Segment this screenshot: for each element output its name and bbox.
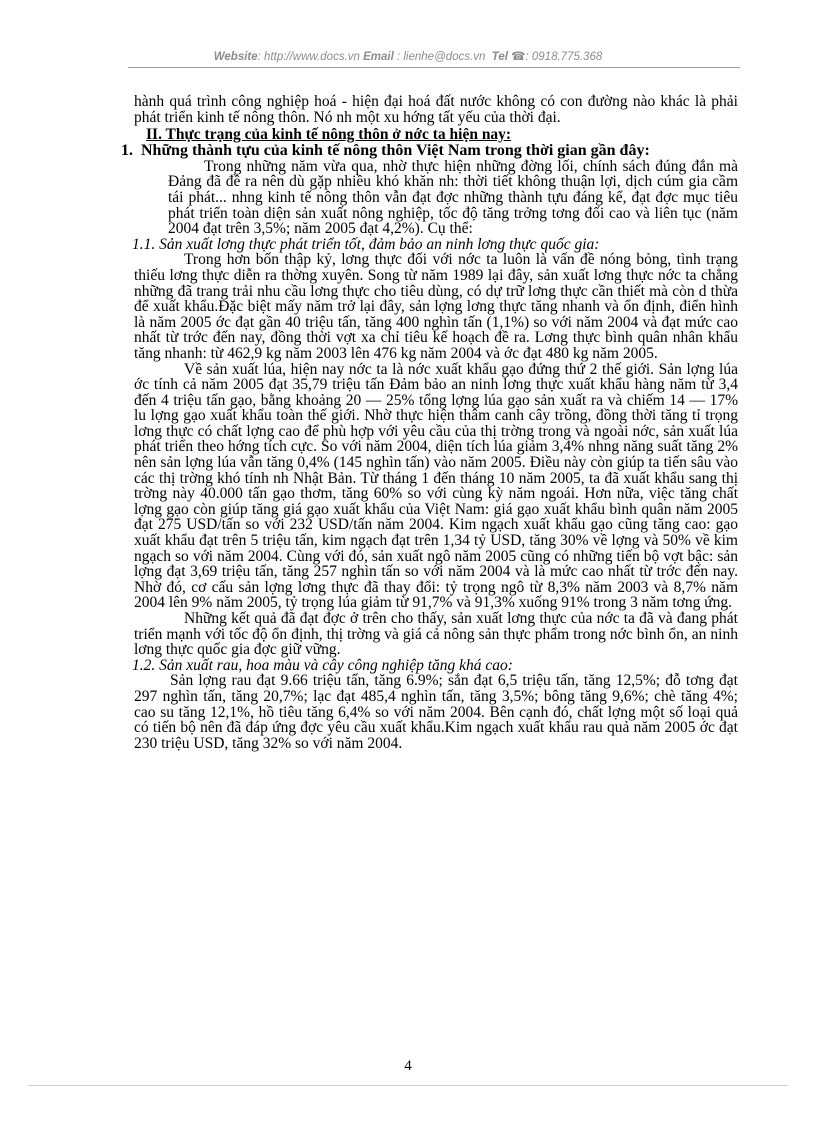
heading-1 <box>121 143 738 159</box>
paragraph-3: Những kết quả đã đạt đợc ở trên cho thấy, sản xuất lơng thực của nớc ta đã và đang phát triển mạnh với tốc độ ổn định, thị trờng và giá cả nông sản thực phẩm trong nớc bình ổn, an ninh lơng thực quốc gia đợc giữ vững. <box>134 610 738 659</box>
subheading-1-2: 1.2. Sản xuất rau, hoa màu và cây công nghiệp tăng khá cao: <box>132 656 513 674</box>
heading-1-text: Những thành tựu của kinh tế nông thôn Việt Nam trong thời gian gần đây: <box>141 141 650 159</box>
heading-1-intro: Trong những năm vừa qua, nhờ thực hiện những đờng lối, chính sách đúng đắn mà Đảng đã đề ra nên dù gặp nhiều khó khăn nh: thời tiết không thuận lợi, dịch cúm gia cầm tái phát... nhng kinh tế nông thôn vẫn đạt đợc những thành tựu đáng kể, đạt đợc mục tiêu phát triển toàn diện sản xuất nông nghiệp, tốc độ tăng trởng tơng đối cao và liên tục (năm 2004 đạt trên 3,5%; năm 2005 đạt 4,2%). Cụ thể: <box>168 157 738 238</box>
paragraph-4: Sản lợng rau đạt 9.66 triệu tấn, tăng 6.9%; sắn đạt 6,5 triệu tấn, tăng 12,5%; đỗ tơng đạt 297 nghìn tấn, tăng 20,7%; lạc đạt 485,4 nghìn tấn, tăng 3,5%; bông tăng 9,6%; chè tăng 4%; cao su tăng 12,1%, hồ tiêu tăng 6,4% so với năm 2004. Bên cạnh đó, chất lợng một số loại quả có tiến bộ nên đã đáp ứng đợc yêu cầu xuất khẩu.Kim ngạch xuất khẩu rau quả năm 2005 ớc đạt 230 triệu USD, tăng 32% so với năm 2004. <box>134 672 738 752</box>
website-value: : http://www.docs.vn <box>257 51 360 63</box>
header-divider <box>128 67 740 68</box>
tel-value: ☎: 0918.775.368 <box>507 51 603 63</box>
email-value: : lienhe@docs.vn <box>393 51 486 63</box>
tel-label: Tel <box>491 51 508 63</box>
email-label: Email <box>363 51 394 63</box>
subheading-1-1: 1.1. Sản xuất lơng thực phát triển tốt, đảm bảo an ninh lơng thực quốc gia: <box>132 235 600 253</box>
document-body <box>121 93 738 752</box>
section-title: II. Thực trạng của kinh tế nông thôn ở nớc ta hiện nay: <box>146 126 512 144</box>
paragraph-2: Về sản xuất lúa, hiện nay nớc ta là nớc xuất khẩu gạo đứng thứ 2 thế giới. Sản lợng lúa ớc tính cả năm 2005 đạt 35,79 triệu tấn Đảm bảo an ninh lơng thực xuất khẩu hàng năm từ 3,4 đến 4 triệu tấn gạo, bằng khoảng 20 — 25% tổng lợng lúa gạo sản xuất ra và chiếm 14 — 17% lu lợng gạo xuất khẩu toàn thế giới. Nhờ thực hiện thâm canh cây trồng, đồng thời tăng tỉ trọng lơng thực có chất lợng cao để phù hợp với yêu cầu của thị trờng trong và ngoài nớc, sản xuất lúa phát triển theo hớng tích cực. So với năm 2004, diện tích lúa giảm 3,4% nhng năng suất tăng 2% nên sản lợng lúa vẫn tăng 0,4% (145 nghìn tấn) vào năm 2005. Điều này còn giúp ta tiến sâu vào các thị trờng khó tính nh Nhật Bản. Từ tháng 1 đến tháng 10 năm 2005, ta đã xuất khẩu sang thị trờng này 40.000 tấn gạo thơm, tăng 60% so với cùng kỳ năm ngoái. Hơn nữa, việc tăng chất lợng gạo còn giúp tăng giá gạo xuất khẩu của Việt Nam: giá gạo xuất khẩu bình quân năm 2005 đạt 275 USD/tấn so với 232 USD/tấn năm 2004. Kim ngạch xuất khẩu gạo cũng tăng cao: gạo xuất khẩu đạt trên 5 triệu tấn, kim ngạch đạt trên 1,34 tỷ USD, tăng 30% về lợng và 50% về kim ngạch so với năm 2004. Cùng với đó, sản xuất ngô năm 2005 cũng có những tiến bộ vợt bậc: sản lợng đạt 3,69 triệu tấn, tăng 257 nghìn tấn so với năm 2004 và là mức cao nhất từ trớc đến nay. Nhờ đó, cơ cấu sản lợng lơng thực đã thay đổi: tỷ trọng ngô từ 8,3% năm 2003 và 8,7% năm 2004 lên 9% năm 2005, tỷ trọng lúa giảm từ 91,7% và 91,3% xuống 91% trong 3 năm tơng ứng. <box>134 360 738 612</box>
heading-1-number: 1. <box>121 141 133 159</box>
page-number: 4 <box>404 1058 412 1074</box>
intro-paragraph: hành quá trình công nghiệp hoá - hiện đại hoá đất nước không có con đường nào khác là phải phát triển kinh tế nông thôn. Nó nh một xu hớng tất yếu của thời đại. <box>134 93 738 126</box>
footer-divider <box>28 1085 788 1086</box>
website-label: Website <box>213 51 258 63</box>
page-header <box>0 49 816 63</box>
paragraph-1: Trong hơn bốn thập kỷ, lơng thực đối với nớc ta luôn là vấn đề nóng bỏng, tình trạng thiếu lơng thực diễn ra thờng xuyên. Song từ năm 1989 lại đây, sản xuất lơng thực nớc ta chẳng những đã trang trải nhu cầu lơng thực cho tiêu dùng, có dự trữ lơng thực cần thiết mà còn d thừa để xuất khẩu.Đặc biệt mấy năm trở lại đây, sản lợng lơng thực tăng nhanh và ổn định, điển hình là năm 2005 ớc đạt gần 40 triệu tấn, tăng 400 nghìn tấn (1,1%) so với năm 2004 và đạt mức cao nhất từ trớc đến nay, đồng thời vợt xa chỉ tiêu kế hoạch đề ra. Lơng thực bình quân nhân khẩu tăng nhanh: từ 462,9 kg năm 2003 lên 476 kg năm 2004 và ớc đạt 480 kg năm 2005. <box>134 251 738 362</box>
